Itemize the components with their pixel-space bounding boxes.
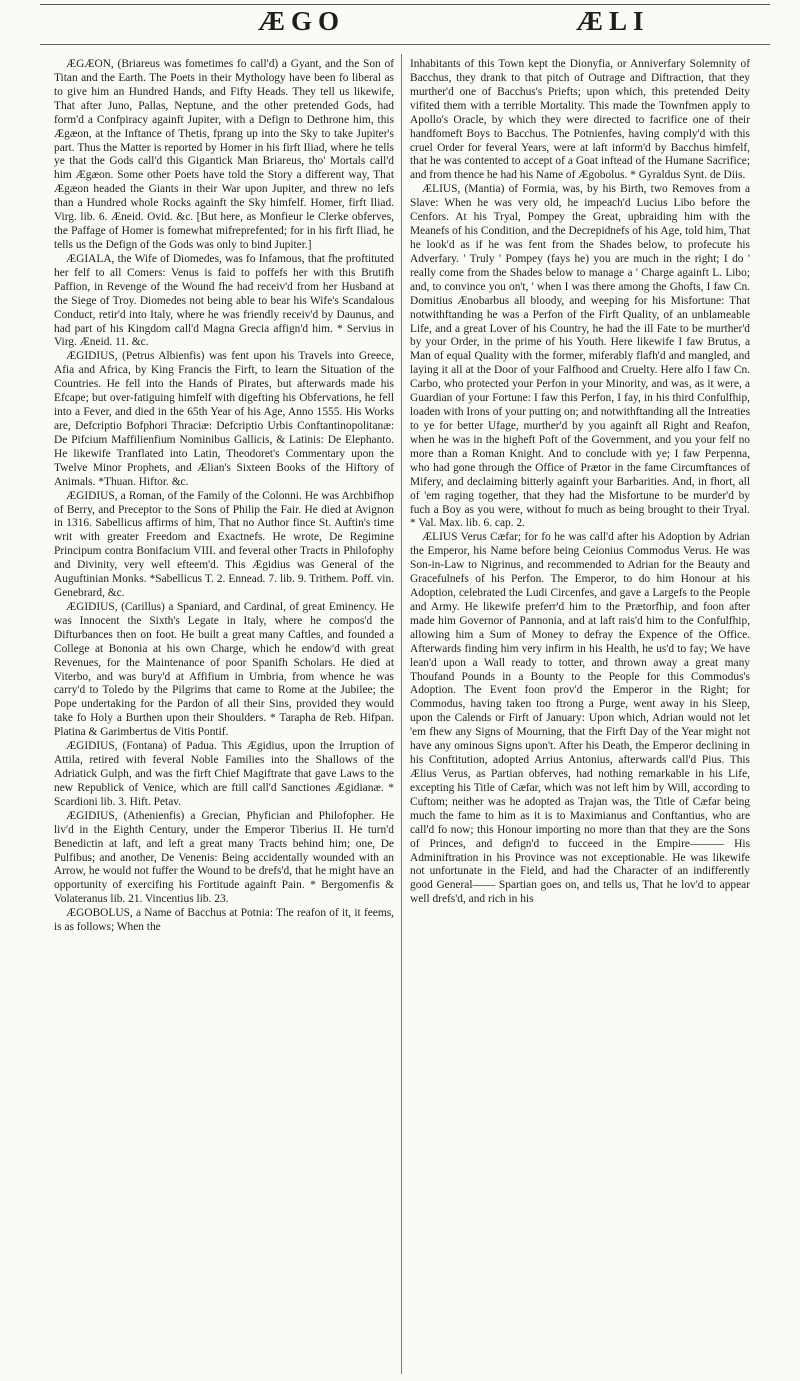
header-rule [40, 44, 770, 45]
left-column [54, 58, 394, 935]
entry-aegiala: ÆGIALA, the Wife of Diomedes, was fo Infamous, that fhe proftituted her felf to all Comers: Venus is faid to poffefs her with this Brutifh Paffion, in Revenge of the Wound fhe had receiv'd from her Husband at the Siege of Troy. Diomedes not being able to bear his Wife's Scandalous Conduct, retir'd into Italy, where he was friendly receiv'd by Daunus, and had part of his Kingdom call'd Magna Grecia affign'd him. * Servius in Virg. Æneid. 11. &c. [54, 252, 394, 349]
entry-aegidius-atheniensis: ÆGIDIUS, (Athenienfis) a Grecian, Phyfician and Philofopher. He liv'd in the Eighth Century, under the Emperor Tiberius II. He turn'd Benedictin at laft, and left a great many Tracts behind him; one, De Pulfibus; and another, De Venenis: Being accidentally wounded with an Arrow, he would not fuffer the Wound to be drefs'd, that he might have an opportunity of exercifing his Fortitude againft Pain. * Bergomenfis & Volateranus lib. 21. Vincentius lib. 23. [54, 809, 394, 906]
top-rule [40, 4, 770, 5]
running-header-right: ÆLI [576, 6, 650, 36]
entry-aelius-mantia: ÆLIUS, (Mantia) of Formia, was, by his Birth, two Removes from a Slave: When he was very old, he impeach'd Lucius Libo before the Cenfors. At his Tryal, Pompey the Great, upbraiding him with the Meanefs of his Condition, and the Decrepidnefs of his Age, told him, That he look'd as if he was fent from the Shades below, to profecute his Adverfary. ' Truly ' Pompey (fays he) you are much in the right; I do ' really come from the Shades below to manage a ' Charge againft L. Libo; and, to convince you on't, ' when I was there among the Ghofts, I faw Cn. Domitius Ænobarbus all bloody, and weeping for his Misfortune: That notwithftanding he was a Perfon of the Firft Quality, of an unblameable Life, and a great Lover of his Country, he had the ill Fate to be murther'd by your Order, in the prime of his Youth. Here likewife I faw Brutus, a Man of equal Quality with the former, miferably flafh'd and mangled, and laying it all at the Door of your Falfhood and Cruelty. Here alfo I faw Cn. Carbo, who protected your Perfon in your Minority, and was, as it were, a Guardian of your Fortune: I faw this Perfon, I fay, in his third Confulfhip, loaden with Irons of your putting on; and notwithftanding all the Intreaties to ye for better Ufage, murther'd by you againft all Right and Reafon, when he was in the higheft Poft of the Government, and you your felf no more than a Roman Knight. And to conclude with ye; I faw Perpenna, who had gone through the Office of Prætor in the fame Circumftances of Mifery, and declaiming bitterly againft your Barbarities. And, in fhort, all of 'em raging together, that they had the Misfortune to be murder'd by fuch a Boy as you were, without fo much as being brought to their Tryal. * Val. Max. lib. 6. cap. 2. [410, 183, 750, 530]
right-column [410, 58, 750, 907]
entry-aegobolus: ÆGOBOLUS, a Name of Bacchus at Potnia: The reafon of it, it feems, is as follows; When the [54, 907, 394, 934]
entry-aegidius-roman: ÆGIDIUS, a Roman, of the Family of the Colonni. He was Archbifhop of Berry, and Preceptor to the Sons of Philip the Fair. He died at Avignon in 1316. Sabellicus affirms of him, That no Author fince St. Auftin's time writ with greater Freedom and Exactnefs. He wrote, De Regimine Principum contra Bonifacium VIII. and feveral other Tracts in Philofophy and Divinity, very well efteem'd. This Ægidius was General of the Auguftinian Monks. *Sabellicus T. 2. Ennead. 7. lib. 9. Trithem. Poff. vin. Genebrard, &c. [54, 489, 394, 600]
entry-aegidius-albiensis: ÆGIDIUS, (Petrus Albienfis) was fent upon his Travels into Greece, Afia and Africa, by King Francis the Firft, to learn the Situation of the Countries. He fell into the Hands of Pirates, but afterwards made his Efcape; but over-fatiguing himfelf with digefting his Obfervations, he fell into a Fever, and died in the 65th Year of his Age, Anno 1555. His Works are, Defcriptio Bofphori Thraciæ: Defcriptio Urbis Conftantinopolitanæ: De Pifcium Maffilienfium Nominibus Gallicis, & Latinis: De Elephanto. He likewife Tranflated into Latin, Theodoret's Commentary upon the Twelve Minor Prophets, and Ælian's Sixteen Books of the Hiftory of Animals. *Thuan. Hiftor. &c. [54, 350, 394, 488]
running-header-left: ÆGO [258, 6, 346, 36]
entry-aegidius-fontana: ÆGIDIUS, (Fontana) of Padua. This Ægidius, upon the Irruption of Attila, retired with feveral Noble Families into the Shallows of the Adriatick Gulph, and was the firft Chief Magiftrate that gave Laws to the new Republick of Venice, which are ftill call'd Sanctiones Ægidianæ. * Scardioni lib. 3. Hift. Petav. [54, 740, 394, 808]
entry-aegaeon: ÆGÆON, (Briareus was fometimes fo call'd) a Gyant, and the Son of Titan and the Earth. The Poets in their Mythology have been fo liberal as to give him an Hundred Hands, and Fifty Heads. They tell us likewife, That after Juno, Pallas, Neptune, and the other pretended Gods, had form'd a Confpiracy againft Jupiter, with a Defign to Dethrone him, this Ægæon, at the Inftance of Thetis, fprang up into the Sky to take Jupiter's part. Thus the Matter is reported by Homer in his firft Iliad, where he tells ye that the Gods call'd this Gigantick Man Briareus, tho' Mortals call'd him Ægæon. Some other Poets have told the Story a different way, That Ægæon headed the Giants in their War upon Jupiter, and threw no lefs than a Hundred whole Rocks againft the Sky himfelf. Homer, firft Iliad. Virg. lib. 6. Æneid. Ovid. &c. [But here, as Monfieur le Clerke obferves, the Paffage of Homer is fomewhat mifreprefented; for in his firft Iliad, he tells us the Defign of the Gods was only to bind Jupiter.] [54, 58, 394, 251]
entry-aegidius-carillus: ÆGIDIUS, (Carillus) a Spaniard, and Cardinal, of great Eminency. He was Innocent the Sixth's Legate in Italy, where he compos'd the Difturbances then on foot. He built a great many Caftles, and founded a College at Bononia at his own Charge, which he endow'd with great Revenues, for the Maintenance of poor Spanifh Scholars. He died at Viterbo, and was bury'd at Affifium in Umbria, from whence he was carry'd to Toledo by the Pilgrims that came to Rome at the Jubilee; the Pope undertaking for the Pardon of all their Sins, provided they would take fo Holy a Burthen upon their Shoulders. * Tarapha de Reb. Hifpan. Platina & Garimbertus de Vitis Pontif. [54, 600, 394, 739]
entry-aegobolus-continued: Inhabitants of this Town kept the Dionyfia, or Anniverfary Solemnity of Bacchus, they drank to that pitch of Outrage and Diftraction, that they murther'd one of Bacchus's Priefts; upon which, this pretended Deity vifited them with a terrible Mortality. This made the Townfmen apply to Apollo's Oracle, by which they were directed to facrifice one of their handfomeft Boys to Bacchus. The Potnienfes, having comply'd with this cruel Order for feveral Years, were at laft inform'd by Bacchus himfelf, that he was contented to accept of a Goat inftead of the Humane Sacrifice; and from thence he had his Name of Ægobolus. * Gyraldus Synt. de Diis. [410, 58, 750, 182]
column-divider [401, 54, 402, 1374]
entry-aelius-verus: ÆLIUS Verus Cæfar; for fo he was call'd after his Adoption by Adrian the Emperor, his Name before being Ceionius Commodus Verus. He was Son-in-Law to Nigrinus, and recommended to Adrian for the Beauty and Gracefulnefs of his Perfon. The Emperor, to do him Honour at his Adoption, celebrated the Ludi Circenfes, and gave a Largefs to the People and Army. He likewife preferr'd him to the Prætorfhip, and foon after made him Governor of Pannonia, and at laft rais'd him to the Confulfhip, allowing him a Sum of Money to defray the Expence of the Office. Afterwards finding him very infirm in his Health, he us'd to fay; We have lean'd upon a Wall ready to totter, and thrown away a great many Thoufand Pounds in a Bounty to the People for this Commodus's Adoption. The Event foon prov'd the Emperor in the Right; for Commodus, having taken too ftrong a Purge, went away in his Sleep, upon the Calends or Firft of January: Upon which, Adrian would not let 'em fhew any Signs of Mourning, that the Firft Day of the Year might not have any ominous Signs upon't. After his Death, the Emperor declining in his Conftitution, adopted Arrius Antonius, afterwards call'd Pius. This Ælius Verus, as Partian obferves, had nothing remarkable in his Life, excepting his Title of Cæfar, which was not left him by Will, according to Cuftom; neither was he adopted as Trajan was, the Title of Cæfar being much the fame to him as it is to Maximianus and Conftantius, who are call'd fo now; this Honour importing no more than that they are the Sons of Princes, and defign'd to fucceed in the Empire——— His Adminiftration in his Province was not exceptionable. He was likewife not unfortunate in the Field, and had the Character of an indifferently good General—— Spartian goes on, and tells us, That he lov'd to appear well drefs'd, and rich in his [410, 531, 750, 906]
